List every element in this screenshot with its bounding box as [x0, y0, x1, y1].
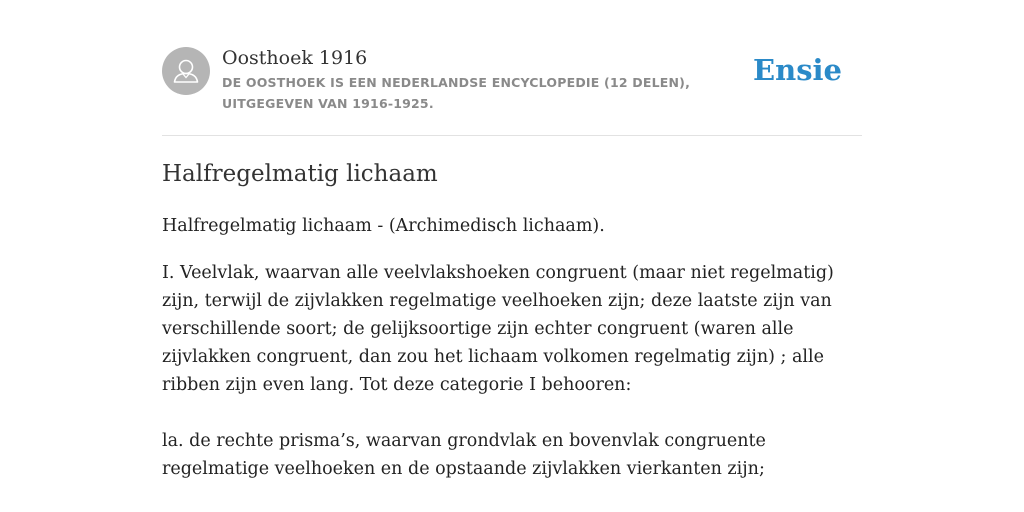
entry-paragraph: I. Veelvlak, waarvan alle veelvlakshoeken congruent (maar niet regelmatig) zijn, terwijl de zijvlakken regelmatige veelhoeken zijn; deze laatste zijn van verschillende soort; de gelijksoortige zijn echter congruent (waren alle zijvlakken congruent, dan zou het lichaam volkomen regelmatig zijn) ; alle ribben zijn even lang. Tot deze categorie I behooren: — [162, 263, 834, 395]
source-title[interactable]: Oosthoek 1916 — [222, 47, 368, 69]
source-description: DE OOSTHOEK IS EEN NEDERLANDSE ENCYCLOPEDIE (12 DELEN), UITGEGEVEN VAN 1916-1925. — [222, 75, 691, 111]
entry-paragraph: la. de rechte prisma’s, waarvan grondvlak en bovenvlak congruente regelmatige veelhoeken en de opstaande zijvlakken vierkanten zijn; — [162, 431, 766, 479]
user-silhouette-icon — [162, 47, 210, 95]
entry-paragraph: Halfregelmatig lichaam - (Archimedisch lichaam). — [162, 216, 605, 236]
avatar[interactable] — [162, 47, 210, 95]
source-header — [162, 46, 862, 116]
article-page — [162, 0, 862, 512]
brand-logo[interactable]: Ensie — [753, 53, 842, 87]
entry-title: Halfregelmatig lichaam — [162, 161, 438, 187]
header-divider — [162, 135, 862, 136]
